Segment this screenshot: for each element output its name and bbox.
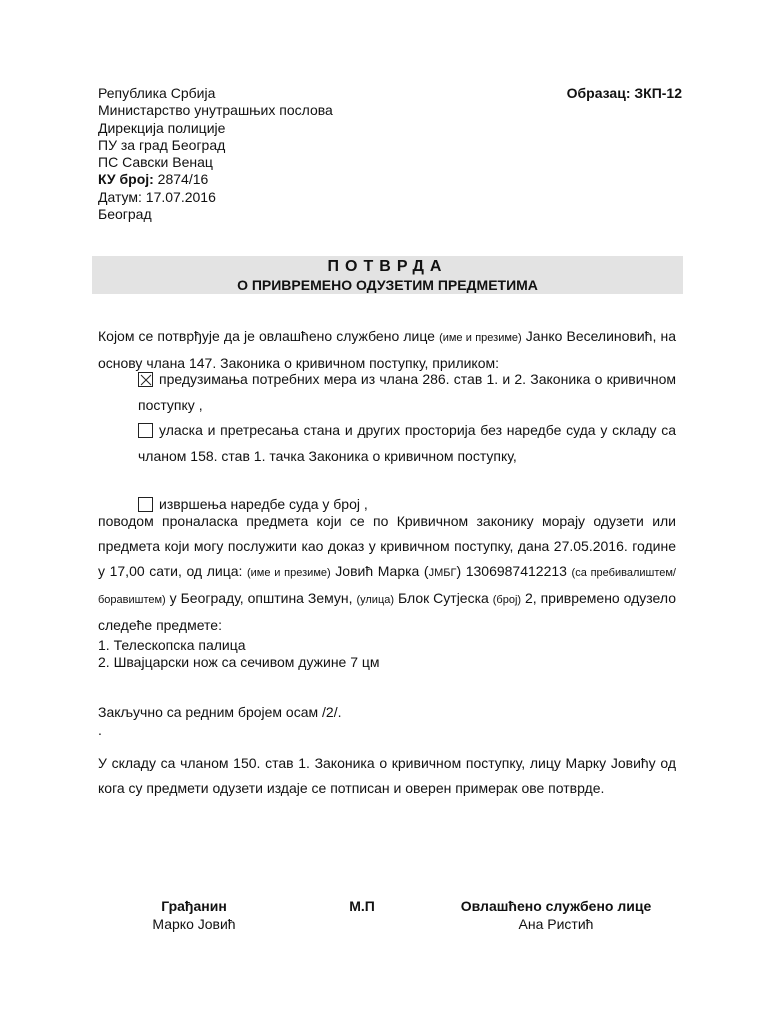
body-paragraph xyxy=(98,509,676,638)
title-band xyxy=(92,256,683,294)
intro-text-1: Којом се потврђује да је овлашћено службено лице xyxy=(98,328,440,344)
document-subtitle: О ПРИВРЕМЕНО ОДУЗЕТИМ ПРЕДМЕТИМА xyxy=(237,277,538,293)
list-item: 1. Телескопска палица xyxy=(98,637,246,653)
header-line-police-admin: ПУ за град Београд xyxy=(98,136,226,153)
body-note-number: (број) xyxy=(492,594,522,606)
body-text-2: Јовић Марка ( xyxy=(330,563,429,579)
body-text-4: у Београду, општина Земун, xyxy=(165,590,357,606)
seized-items-list xyxy=(98,637,380,671)
body-note-jmbg: ЈМБГ xyxy=(428,567,457,579)
body-text-1: поводом проналаска предмета који се по Кривичном законику морају одузети или предмета који могу послужити као доказ у кривичном поступку, дана 27.05.2016. године у 17,00 сати, од лица: xyxy=(98,513,676,579)
stray-dot: . xyxy=(98,722,102,738)
signature-citizen xyxy=(104,897,284,933)
header-line-station: ПС Савски Венац xyxy=(98,154,213,171)
issuer-header xyxy=(98,85,333,223)
date-label: Датум: xyxy=(98,188,146,205)
citizen-name: Марко Јовић xyxy=(152,916,236,932)
option-search-text: уласка и претресања стана и других просторија без наредбе суда у складу са чланом 158. став 1. тачка Законика о кривичном поступку, xyxy=(138,422,676,464)
document-title: ПОТВРДА xyxy=(327,258,448,275)
option-court-order-text: извршења наредбе суда у број , xyxy=(159,496,368,512)
case-number-line xyxy=(98,171,333,188)
intro-text-2: Јанко Веселиновић, на основу члана 147. Законика о кривичном поступку, приликом: xyxy=(98,328,676,371)
body-note-street: (улица) xyxy=(356,594,395,606)
checkmark-x-icon xyxy=(139,373,154,388)
checkbox-search[interactable] xyxy=(138,423,153,438)
officer-name: Ана Ристић xyxy=(518,916,594,932)
option-search xyxy=(138,417,676,469)
body-text-5: Блок Сутјеска xyxy=(394,590,493,606)
header-line-directorate: Дирекција полиције xyxy=(98,119,226,136)
option-measures xyxy=(138,366,676,418)
body-note-residence: (са пребивалиштем/боравиштем) xyxy=(98,567,676,606)
officer-title: Овлашћено службено лице xyxy=(460,898,652,914)
date-value: 17.07.2016 xyxy=(145,188,216,205)
signature-officer xyxy=(446,897,666,933)
date-line xyxy=(98,189,333,206)
case-number-label: КУ број: xyxy=(98,171,154,188)
option-measures-text: предузимања потребних мера из члана 286. став 1. и 2. Законика о кривичном поступку , xyxy=(138,371,676,413)
conclusion-line: Закључно са редним бројем осам /2/. xyxy=(98,704,342,720)
intro-note-name: (име и презиме) xyxy=(439,332,522,344)
seal-label: М.П xyxy=(349,898,375,914)
body-text-3: ) 1306987412213 xyxy=(456,563,572,579)
closing-paragraph: У складу са чланом 150. став 1. Законика о кривичном поступку, лицу Марку Јовићу од кога су предмети одузети издаје се потписан и оверен примерак ове потврде. xyxy=(98,755,676,796)
header-line-republic: Република Србија xyxy=(98,85,216,101)
body-text-6: 2, привремено одузело следеће предмете: xyxy=(98,590,676,633)
form-code: Образац: ЗКП-12 xyxy=(566,85,682,101)
list-item: 2. Швајцарски нож са сечивом дужине 7 цм xyxy=(98,654,380,670)
city-line: Београд xyxy=(98,206,152,223)
case-number-value: 2874/16 xyxy=(153,171,209,188)
header-line-ministry: Министарство унутрашњих послова xyxy=(98,102,333,119)
checkbox-measures[interactable] xyxy=(138,372,153,387)
seal-placeholder xyxy=(272,897,452,915)
citizen-title: Грађанин xyxy=(161,898,227,914)
body-note-name: (име и презиме) xyxy=(247,567,331,579)
